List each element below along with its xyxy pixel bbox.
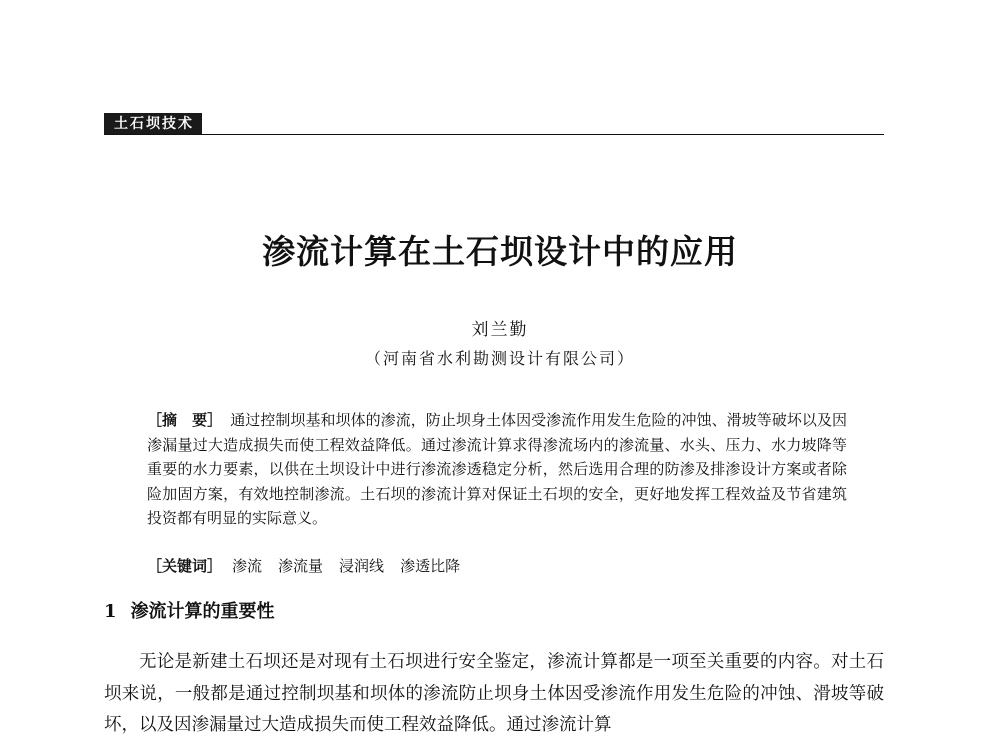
keyword: 渗流量 — [278, 557, 324, 575]
abstract — [147, 408, 847, 531]
keyword: 浸润线 — [339, 557, 385, 575]
keyword: 渗透比降 — [400, 557, 461, 575]
author-affiliation: （河南省水利勘测设计有限公司） — [364, 349, 635, 368]
abstract-text: 通过控制坝基和坝体的渗流，防止坝身土体因受渗流作用发生危险的冲蚀、滑坡等破坏以及因渗漏量过大造成损失而使工程效益降低。通过渗流计算求得渗流场内的渗流量、水头、压力、水力坡降等重要的水力要素，以供在土坝设计中进行渗流渗透稳定分析，然后选用合理的防渗及排渗设计方案或者除险加固方案，有效地控制渗流。土石坝的渗流计算对保证土石坝的安全，更好地发挥工程效益及节省建筑投资都有明显的实际意义。 — [147, 411, 847, 527]
article-title: 渗流计算在土石坝设计中的应用 — [262, 232, 738, 271]
section-heading — [104, 597, 275, 623]
section-tag: 土石坝技术 — [104, 113, 202, 135]
keywords — [147, 554, 847, 578]
keyword: 渗流 — [232, 557, 263, 575]
header-rule — [104, 134, 884, 135]
keywords-label: ［关键词］ — [147, 557, 223, 575]
author-name: 刘兰勤 — [471, 320, 529, 340]
section-number: 1 — [104, 601, 117, 622]
section-title: 渗流计算的重要性 — [130, 601, 275, 622]
body-paragraph: 无论是新建土石坝还是对现有土石坝进行安全鉴定，渗流计算都是一项至关重要的内容。对土石坝来说，一般都是通过控制坝基和坝体的渗流防止坝身土体因受渗流作用发生危险的冲蚀、滑坡等破坏，以及因渗漏量过大造成损失而使工程效益降低。通过渗流计算 — [104, 652, 884, 735]
abstract-label: ［摘 要］ — [147, 411, 223, 429]
